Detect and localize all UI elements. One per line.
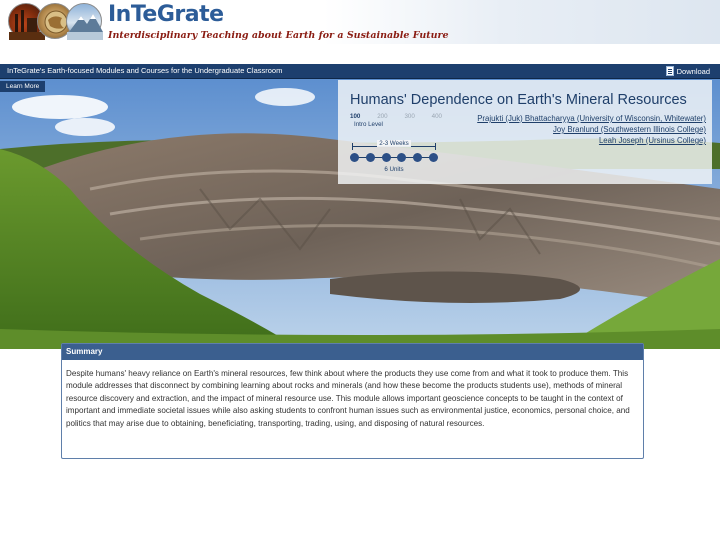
mountain-logo-icon bbox=[66, 3, 102, 39]
author-link[interactable]: Prajukti (Juk) Bhattacharyya (University of Wisconsin, Whitewater) bbox=[477, 114, 706, 123]
duration-timeline bbox=[350, 140, 438, 180]
author-link[interactable]: Joy Branlund (Southwestern Illinois College) bbox=[553, 125, 706, 134]
module-banner bbox=[0, 64, 720, 428]
level-300: 300 bbox=[404, 113, 415, 120]
banner-title-bar bbox=[0, 64, 720, 79]
units-label: 6 Units bbox=[384, 166, 404, 173]
level-100: 100 bbox=[350, 113, 361, 120]
summary-text: Despite humans' heavy reliance on Earth's mineral resources, few think about where the products they use come from and what it took to produce them. This module addresses that disconnect by combining learning about rocks and minerals (and how these become the products students use), methods of mineral resource discovery and extraction, and the impact of mineral resource use. This module allows important geoscience concepts to be taught in the context of important and immediate societal issues while also asking students to confront human issues such as environmental justice, economics, personal choice, and politics that may arise due to obtaining, beneficiating, transporting, trading, using, and disposing of natural resources. bbox=[66, 369, 630, 428]
unit-dot[interactable] bbox=[413, 153, 422, 162]
unit-dot[interactable] bbox=[350, 153, 359, 162]
module-info-card bbox=[338, 80, 712, 184]
document-icon bbox=[666, 66, 674, 76]
unit-dot[interactable] bbox=[429, 153, 438, 162]
author-list bbox=[477, 113, 706, 146]
level-400: 400 bbox=[431, 113, 442, 120]
unit-dot[interactable] bbox=[382, 153, 391, 162]
site-header bbox=[0, 0, 720, 44]
download-label: Download bbox=[676, 66, 710, 76]
banner-bar-title: InTeGrate's Earth-focused Modules and Courses for the Undergraduate Classroom bbox=[7, 66, 283, 75]
unit-dots bbox=[350, 152, 438, 163]
logo-icons[interactable] bbox=[8, 3, 104, 39]
duration-label: 2-3 Weeks bbox=[379, 140, 409, 147]
level-label: Intro Level bbox=[354, 121, 383, 128]
author-link[interactable]: Leah Joseph (Ursinus College) bbox=[598, 136, 706, 145]
brand-tagline: Interdisciplinary Teaching about Earth for a Sustainable Future bbox=[108, 30, 449, 41]
learn-more-link[interactable]: Learn More bbox=[0, 81, 45, 92]
download-button[interactable] bbox=[664, 65, 712, 77]
module-title: Humans' Dependence on Earth's Mineral Resources bbox=[350, 92, 687, 108]
level-200: 200 bbox=[377, 113, 388, 120]
brand-title[interactable]: InTeGrate bbox=[108, 2, 224, 27]
level-numbers bbox=[350, 113, 442, 120]
unit-dot[interactable] bbox=[366, 153, 375, 162]
level-selector bbox=[350, 113, 442, 128]
summary-heading: Summary bbox=[62, 344, 643, 360]
summary-box bbox=[61, 343, 644, 459]
unit-dot[interactable] bbox=[397, 153, 406, 162]
